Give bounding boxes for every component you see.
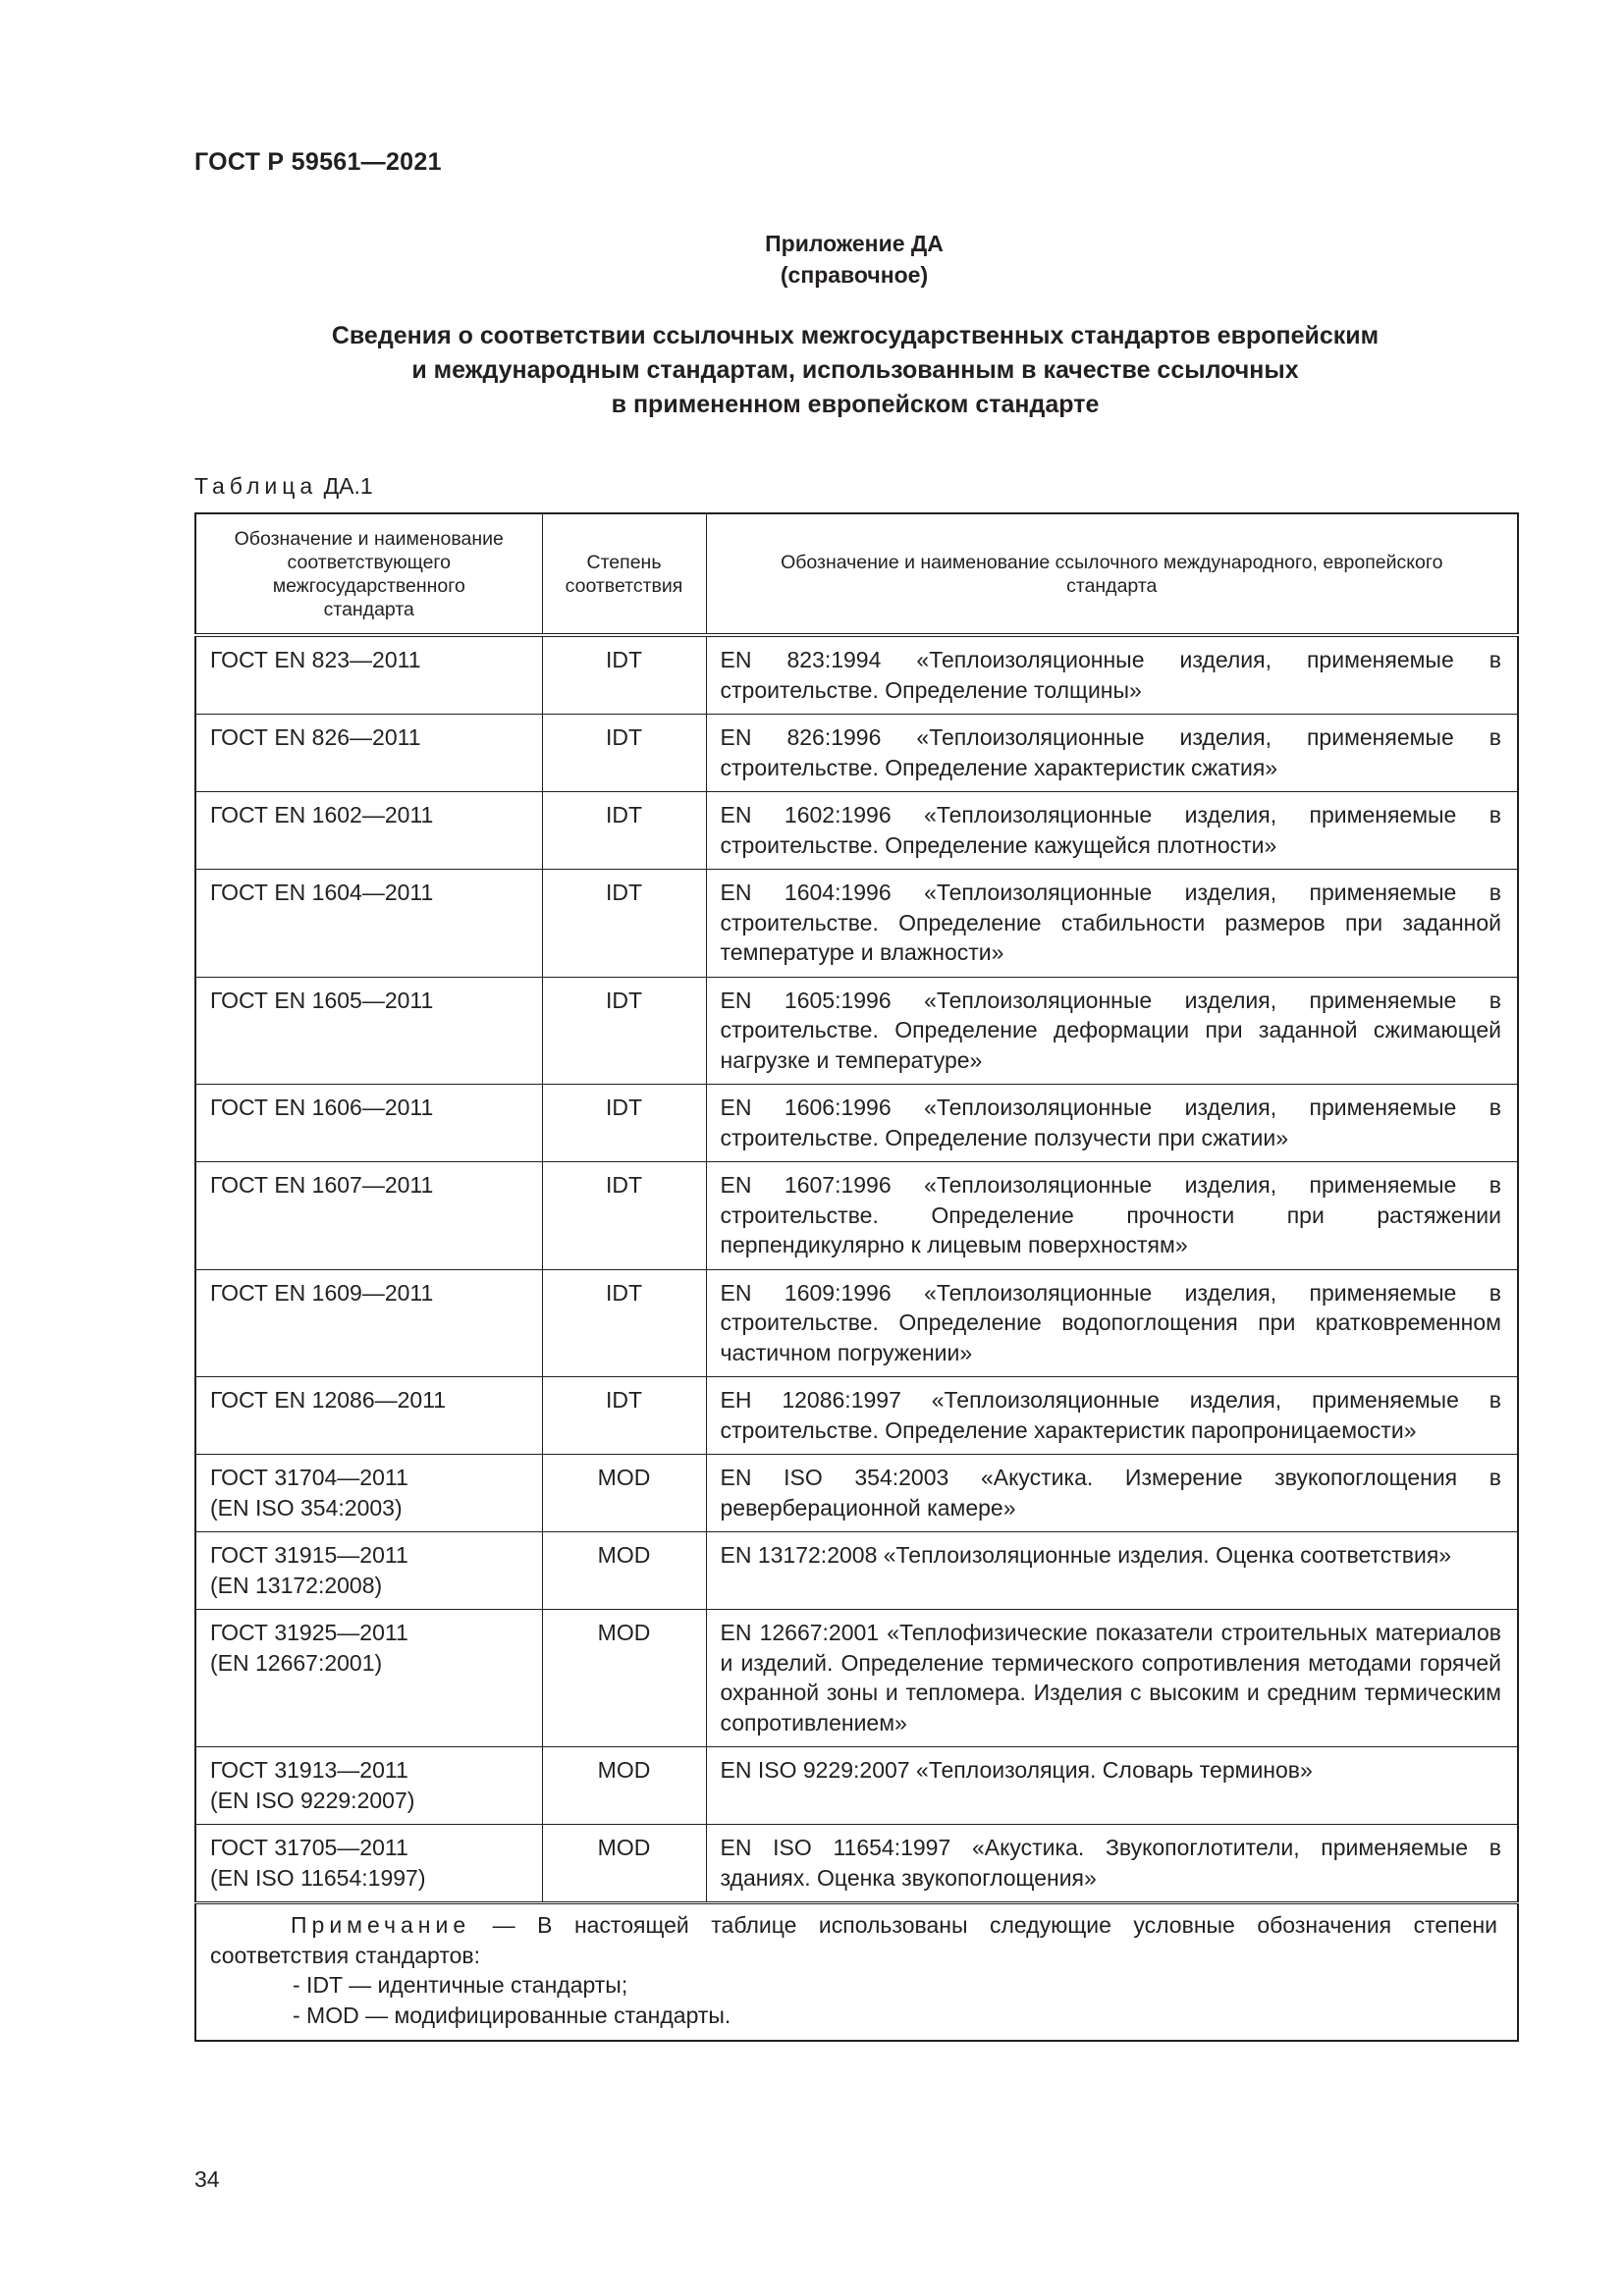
header-line: стандарта [323, 598, 414, 620]
cell-reference-standard: EN ISO 11654:1997 «Акустика. Звукопоглотители, применяемые в зданиях. Оценка звукопоглощения» [706, 1825, 1518, 1903]
table-row [195, 1610, 1518, 1747]
cell-interstate-standard [195, 1747, 542, 1825]
cell-degree: IDT [542, 792, 706, 870]
header-line: Степень [586, 551, 662, 573]
header-line: соответствующего [287, 551, 451, 573]
cell-degree: IDT [542, 1085, 706, 1162]
note-text [210, 1910, 1497, 1970]
cell-reference-standard: EN 13172:2008 «Теплоизоляционные изделия. Оценка соответствия» [706, 1532, 1518, 1610]
cell-interstate-standard [195, 1269, 542, 1377]
standard-designation-line: (EN ISO 354:2003) [210, 1494, 403, 1521]
table-row [195, 715, 1518, 792]
note-heading: Примечание [291, 1912, 471, 1938]
cell-reference-standard: EN 1606:1996 «Теплоизоляционные изделия, применяемые в строительстве. Определение ползучести при сжатии» [706, 1085, 1518, 1162]
cell-degree: IDT [542, 977, 706, 1085]
cell-reference-standard: EN 823:1994 «Теплоизоляционные изделия, применяемые в строительстве. Определение толщины» [706, 635, 1518, 715]
table-row [195, 1085, 1518, 1162]
header-line: Обозначение и наименование [234, 527, 504, 550]
note-body: — В настоящей таблице использованы следующие условные обозначения степени соответствия стандартов: [210, 1912, 1497, 1968]
cell-degree: IDT [542, 1377, 706, 1455]
cell-reference-standard: EN 1604:1996 «Теплоизоляционные изделия, применяемые в строительстве. Определение стабильности размеров при заданной температуре и влажности» [706, 870, 1518, 978]
cell-interstate-standard [195, 1455, 542, 1532]
table-row [195, 1825, 1518, 1903]
cell-degree: MOD [542, 1532, 706, 1610]
standard-designation-line: ГОСТ EN 1604—2011 [210, 880, 434, 905]
table-label-number: ДА.1 [323, 473, 373, 499]
standard-designation-line: (EN ISO 11654:1997) [210, 1864, 426, 1891]
table-header-row [195, 513, 1518, 635]
standard-designation-line: ГОСТ 31915—2011 [210, 1542, 408, 1568]
table-row [195, 1377, 1518, 1455]
table-row [195, 1269, 1518, 1377]
header-line: стандарта [1066, 574, 1158, 597]
page-number: 34 [194, 2166, 220, 2192]
cell-reference-standard: EN 826:1996 «Теплоизоляционные изделия, применяемые в строительстве. Определение характеристик сжатия» [706, 715, 1518, 792]
cell-reference-standard: EN ISO 354:2003 «Акустика. Измерение звукопоглощения в реверберационной камере» [706, 1455, 1518, 1532]
table-row [195, 1747, 1518, 1825]
cell-reference-standard: ЕН 12086:1997 «Теплоизоляционные изделия, применяемые в строительстве. Определение характеристик паропроницаемости» [706, 1377, 1518, 1455]
cell-reference-standard: EN 1609:1996 «Теплоизоляционные изделия, применяемые в строительстве. Определение водопоглощения при кратковременном частичном погружении» [706, 1269, 1518, 1377]
table-row [195, 1455, 1518, 1532]
cell-interstate-standard [195, 1162, 542, 1270]
standard-designation-line: ГОСТ 31913—2011 [210, 1757, 408, 1783]
standard-designation-line: ГОСТ 31705—2011 [210, 1835, 408, 1860]
header-line: Обозначение и наименование ссылочного международного, европейского [781, 551, 1443, 573]
standard-designation-line: ГОСТ EN 1609—2011 [210, 1279, 434, 1306]
cell-interstate-standard [195, 1532, 542, 1610]
standard-designation-line: (EN ISO 9229:2007) [210, 1787, 415, 1813]
cell-degree: IDT [542, 870, 706, 978]
standard-designation-line: ГОСТ EN 1607—2011 [210, 1172, 434, 1198]
cell-interstate-standard [195, 792, 542, 870]
cell-reference-standard: EN ISO 9229:2007 «Теплоизоляция. Словарь терминов» [706, 1747, 1518, 1825]
cell-reference-standard: EN 1602:1996 «Теплоизоляционные изделия, применяемые в строительстве. Определение кажущейся плотности» [706, 792, 1518, 870]
cell-interstate-standard [195, 1085, 542, 1162]
table-row [195, 1162, 1518, 1270]
standard-designation-line: ГОСТ EN 12086—2011 [210, 1387, 447, 1413]
note-item: - MOD — модифицированные стандарты. [293, 2002, 731, 2028]
table-row [195, 870, 1518, 978]
standard-designation-line: (EN 12667:2001) [210, 1649, 383, 1676]
cell-interstate-standard [195, 1377, 542, 1455]
table-note-row [195, 1903, 1518, 2042]
cell-degree: MOD [542, 1747, 706, 1825]
table-label [194, 473, 373, 500]
cell-degree: IDT [542, 635, 706, 715]
header-line: соответствия [565, 574, 683, 597]
standard-designation-line: ГОСТ EN 826—2011 [210, 724, 421, 750]
table-note [195, 1903, 1518, 2042]
standards-table [194, 512, 1519, 2042]
cell-degree: MOD [542, 1825, 706, 1903]
table-body [195, 635, 1518, 1903]
appendix-title-line: в примененном европейском стандарте [611, 391, 1100, 418]
cell-interstate-standard [195, 635, 542, 715]
table-row [195, 977, 1518, 1085]
appendix-title-line: Сведения о соответствии ссылочных межгосударственных стандартов европейским [331, 322, 1380, 349]
header-line: межгосударственного [272, 574, 465, 597]
cell-degree: MOD [542, 1455, 706, 1532]
cell-degree: IDT [542, 1162, 706, 1270]
cell-interstate-standard [195, 715, 542, 792]
appendix-name: Приложение ДА [765, 231, 944, 256]
cell-interstate-standard [195, 1610, 542, 1747]
header-interstate-standard [195, 513, 542, 635]
standard-designation-line: (EN 13172:2008) [210, 1572, 383, 1598]
note-item: - IDT — идентичные стандарты; [293, 1972, 628, 1998]
cell-reference-standard: EN 12667:2001 «Теплофизические показатели строительных материалов и изделий. Определение термического сопротивления методами горячей охранной зоны и тепломера. Изделия с высоким и средним термическим сопротивлением» [706, 1610, 1518, 1747]
table-row [195, 635, 1518, 715]
document-code: ГОСТ Р 59561—2021 [194, 148, 442, 176]
standard-designation-line: ГОСТ EN 1606—2011 [210, 1095, 434, 1120]
standard-designation-line: ГОСТ 31704—2011 [210, 1465, 408, 1490]
header-reference-standard [706, 513, 1518, 635]
standard-designation-line: ГОСТ EN 1605—2011 [210, 987, 434, 1013]
appendix-heading [0, 228, 1624, 291]
appendix-title [194, 319, 1516, 422]
standard-designation-line: ГОСТ 31925—2011 [210, 1620, 408, 1645]
cell-reference-standard: EN 1607:1996 «Теплоизоляционные изделия, применяемые в строительстве. Определение прочности при растяжении перпендикулярно к лицевым поверхностям» [706, 1162, 1518, 1270]
standard-designation-line: ГОСТ EN 823—2011 [210, 647, 421, 672]
table-row [195, 792, 1518, 870]
table-row [195, 1532, 1518, 1610]
appendix-title-line: и международным стандартам, использованным в качестве ссылочных [411, 356, 1299, 384]
header-degree [542, 513, 706, 635]
cell-interstate-standard [195, 870, 542, 978]
cell-degree: IDT [542, 715, 706, 792]
cell-reference-standard: EN 1605:1996 «Теплоизоляционные изделия, применяемые в строительстве. Определение деформации при заданной сжимающей нагрузке и температуре» [706, 977, 1518, 1085]
cell-degree: IDT [542, 1269, 706, 1377]
table-label-word: Таблица [194, 473, 318, 499]
cell-interstate-standard [195, 1825, 542, 1903]
cell-degree: MOD [542, 1610, 706, 1747]
standard-designation-line: ГОСТ EN 1602—2011 [210, 802, 434, 828]
cell-interstate-standard [195, 977, 542, 1085]
appendix-type: (справочное) [780, 262, 929, 288]
